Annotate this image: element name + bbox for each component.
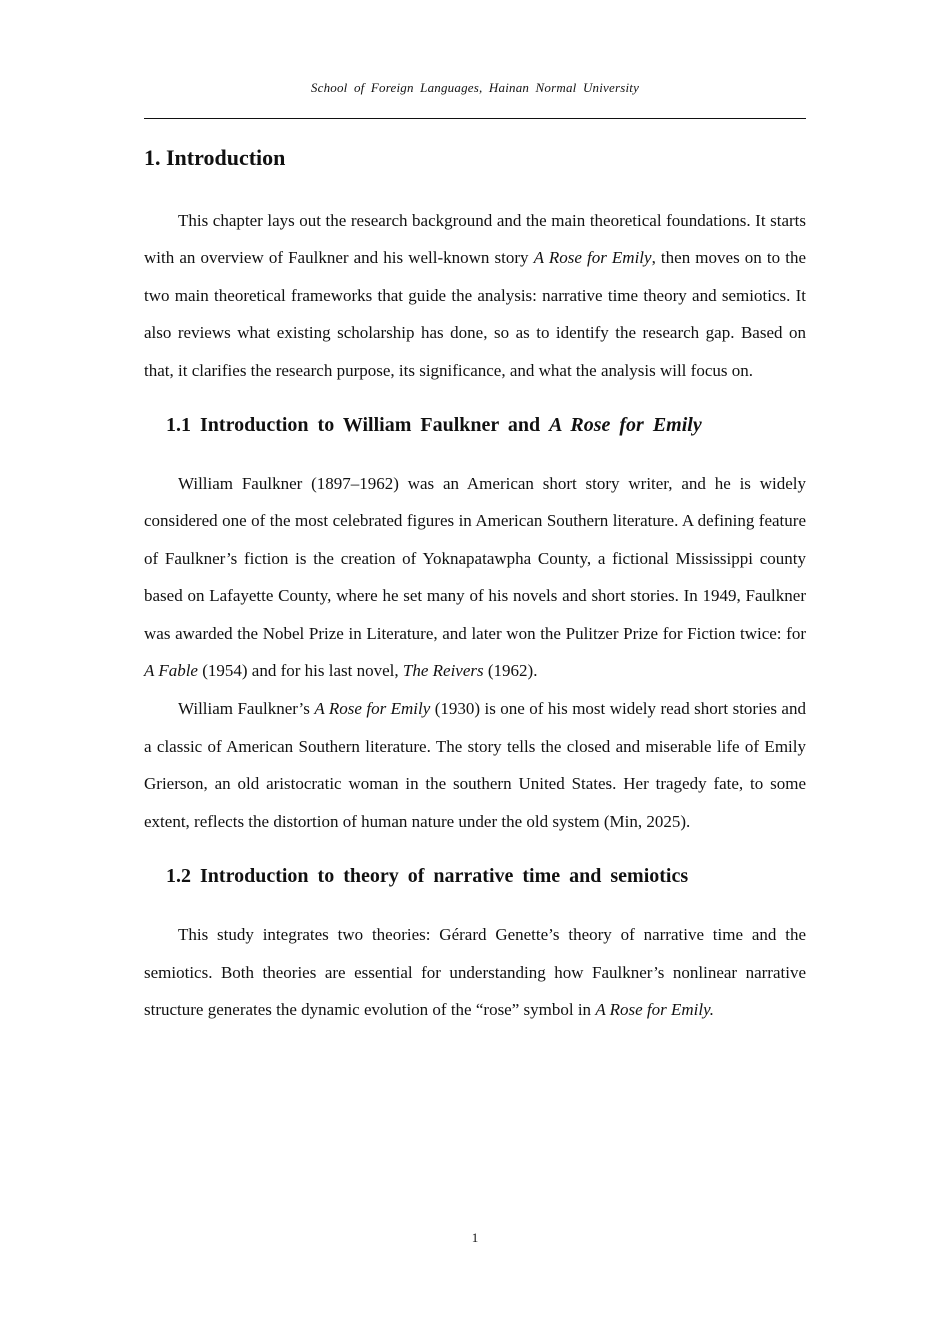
text-run: William Faulkner (1897–1962) was an American short story writer, and he is widely considered one of the most celebrated figures in American Southern literature. A defining feature of Faulkner’s fiction is the creation of Yoknapatawpha County, a fictional Mississippi county based on Lafayette County, where he set many of his novels and short stories. In 1949, Faulkner was awarded the Nobel Prize in Literature, and later won the Pulitzer Prize for Fiction twice: for	[144, 474, 806, 643]
text-run: (1930) is one of his most widely read short stories and a classic of American Southern literature. The story tells the closed and miserable life of Emily Grierson, an old aristocratic woman in the southern United States. Her tragedy fate, to some extent, reflects the distortion of human nature under the old system (Min, 2025).	[144, 699, 806, 831]
theory-paragraph	[144, 916, 806, 1028]
story-summary-paragraph	[144, 690, 806, 840]
running-header: School of Foreign Languages, Hainan Normal University	[310, 80, 640, 95]
story-title-italic: A Rose for Emily	[533, 248, 652, 268]
text-run: , then moves on to the two main theoretical frameworks that guide the analysis: narrative time theory and semiotics. It also reviews what existing scholarship has done, so as to identify the research gap. Based on that, it clarifies the research purpose, its significance, and what the analysis will focus on.	[144, 248, 806, 380]
chapter-title: 1. Introduction	[144, 145, 286, 170]
text-run: William Faulkner’s	[178, 699, 315, 719]
section-title-italic: A Rose for Emily	[549, 414, 702, 437]
header-rule	[144, 118, 806, 119]
section-title-text: 1.1 Introduction to William Faulkner and	[166, 414, 550, 437]
text-run: (1962).	[483, 661, 538, 681]
faulkner-bio-paragraph	[144, 465, 806, 689]
page-number: 1	[471, 1230, 479, 1245]
text-run: This chapter lays out the research background and the main theoretical foundations. It starts with an overview of Faulkner and his well-known story	[144, 211, 806, 268]
page-content	[144, 140, 806, 1028]
book-title-italic: The Reivers	[402, 661, 484, 681]
story-title-italic: A Rose for Emily	[314, 699, 431, 719]
section-title-1-1	[144, 409, 806, 441]
book-title-italic: A Fable	[144, 661, 198, 681]
chapter-intro-paragraph	[144, 202, 806, 389]
section-title-1-2: 1.2 Introduction to theory of narrative time and semiotics	[166, 865, 689, 888]
text-run: This study integrates two theories: Gérard Genette’s theory of narrative time and the semiotics. Both theories are essential for understanding how Faulkner’s nonlinear narrative structure generates the dynamic evolution of the “rose” symbol in	[144, 925, 806, 1019]
story-title-italic: A Rose for Emily.	[595, 999, 714, 1019]
text-run: (1954) and for his last novel,	[197, 661, 403, 681]
